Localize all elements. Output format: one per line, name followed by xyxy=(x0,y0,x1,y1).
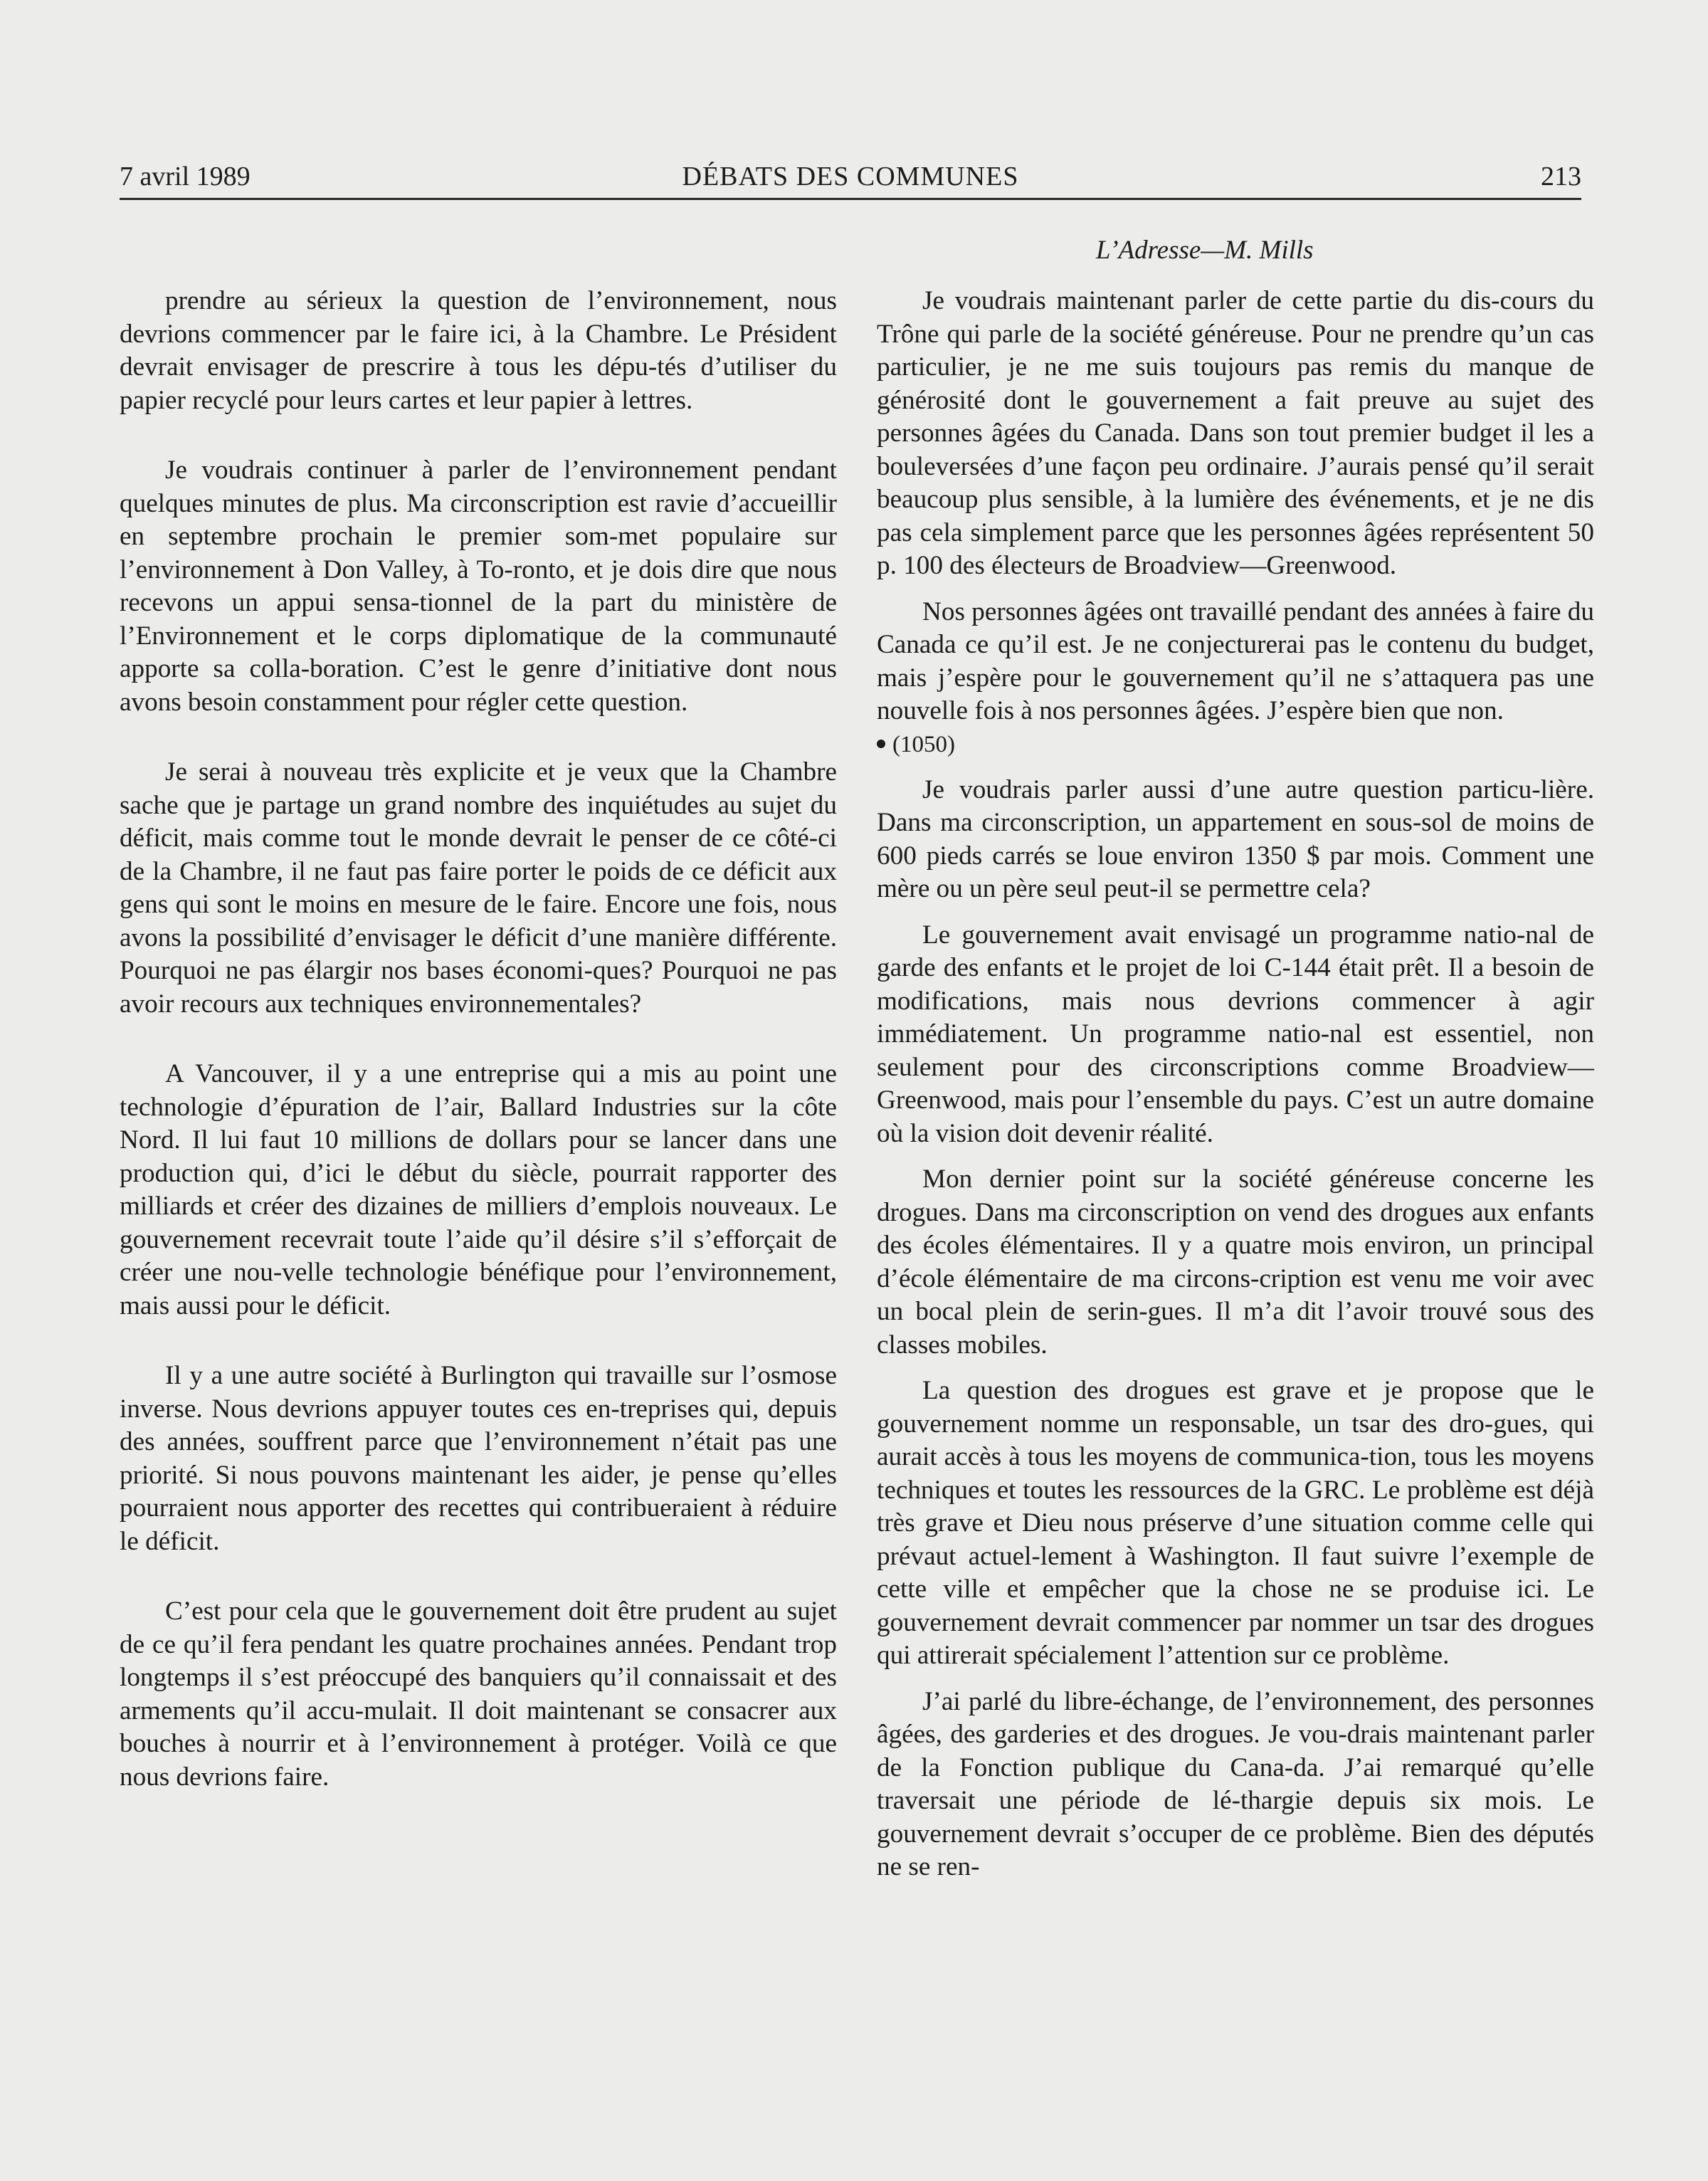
page-header xyxy=(120,158,1581,200)
bullet-icon xyxy=(877,740,885,748)
paragraph: Il y a une autre société à Burlington qui travaille sur l’osmose inverse. Nous devrions appuyer toutes ces en-treprises qui, depuis des années, souffrent parce que l’environnement n’était pas une priorité. Si nous pouvons maintenant les aider, je pense qu’elles pourraient nous apporter des recettes qui contribueraient à réduire le déficit. xyxy=(120,1361,837,1556)
paragraph: Je serai à nouveau très explicite et je veux que la Chambre sache que je partage un grand nombre des inquiétudes au sujet du déficit, mais comme tout le monde devrait le penser de ce côté-ci de la Chambre, il ne faut pas faire porter le poids de ce déficit aux gens qui sont le moins en mesure de le faire. Encore une fois, nous avons la possibilité d’envisager le déficit d’une manière différente. Pourquoi ne pas élargir nos bases économi-ques? Pourquoi ne pas avoir recours aux techniques environnementales? xyxy=(120,757,837,1019)
paragraph: Nos personnes âgées ont travaillé pendant des années à faire du Canada ce qu’il est. Je ne conjecturerai pas le contenu du budget, mais j’espère pour le gouvernement qu’il ne s’attaquera pas une nouvelle fois à nos personnes âgées. J’espère bien que non. xyxy=(877,597,1594,725)
paragraph: Je voudrais parler aussi d’une autre question particu-lière. Dans ma circonscription, un appartement en sous-sol de moins de 600 pieds carrés se loue environ 1350 $ par mois. Comment une mère ou un père seul peut-il se permettre cela? xyxy=(877,774,1594,903)
right-column xyxy=(877,285,1594,1884)
page-number: 213 xyxy=(1541,162,1581,191)
paragraph: A Vancouver, il y a une entreprise qui a mis au point une technologie d’épuration de l’air, Ballard Industries sur la côte Nord. Il lui faut 10 millions de dollars pour se lancer dans une production qui, d’ici le début du siècle, pourrait rapporter des milliards et créer des dizaines de milliers d’emplois nouveaux. Le gouvernement recevrait toute l’aide qu’il désire s’il s’efforçait de créer une nou-velle technologie bénéfique pour l’environnement, mais aussi pour le déficit. xyxy=(120,1059,837,1320)
paragraph: J’ai parlé du libre-échange, de l’environnement, des personnes âgées, des garderies et des drogues. Je vou-drais maintenant parler de la Fonction publique du Cana-da. J’ai remarqué qu’elle traversait une période de lé-thargie depuis six mois. Le gouvernement devrait s’occuper de ce problème. Bien des députés ne se ren- xyxy=(877,1686,1594,1881)
paragraph: Je voudrais continuer à parler de l’environnement pendant quelques minutes de plus. Ma circonscription est ravie d’accueillir en septembre prochain le premier som-met populaire sur l’environnement à Don Valley, à To-ronto, et je dois dire que nous recevons un appui sensa-tionnel de la part du ministère de l’Environnement et le corps diplomatique de la communauté apporte sa colla-boration. C’est le genre d’initiative dont nous avons besoin constamment pour régler cette question. xyxy=(120,456,837,717)
paragraph: La question des drogues est grave et je propose que le gouvernement nomme un responsable, un tsar des dro-gues, qui aurait accès à tous les moyens de communica-tion, tous les moyens techniques et toutes les ressources de la GRC. Le problème est déjà très grave et Dieu nous préserve d’une situation comme celle qui prévaut actuel-lement à Washington. Il faut suivre l’exemple de cette ville et empêcher que la chose ne se produise ici. Le gouvernement devrait commencer par nommer un tsar des drogues qui attirerait spécialement l’attention sur ce problème. xyxy=(877,1376,1594,1670)
paragraph: prendre au sérieux la question de l’environnement, nous devrions commencer par le faire ici, à la Chambre. Le Président devrait envisager de prescrire à tous les dépu-tés d’utiliser du papier recyclé pour leurs cartes et leur papier à lettres. xyxy=(120,286,837,415)
paragraph: Mon dernier point sur la société généreuse concerne les drogues. Dans ma circonscription on vend des drogues aux enfants des écoles élémentaires. Il y a quatre mois environ, un principal d’école élémentaire de ma circons-cription est venu me voir avec un bocal plein de serin-gues. Il m’a dit l’avoir trouvé sous des classes mobiles. xyxy=(877,1165,1594,1360)
paragraph: Le gouvernement avait envisagé un programme natio-nal de garde des enfants et le projet de loi C-144 était prêt. Il a besoin de modifications, mais nous devrions commencer à agir immédiatement. Un programme natio-nal est essentiel, non seulement pour des circonscriptions comme Broadview—Greenwood, mais pour l’ensemble du pays. C’est un autre domaine où la vision doit devenir réalité. xyxy=(877,920,1594,1148)
header-title: DÉBATS DES COMMUNES xyxy=(682,162,1019,191)
running-head: L’Adresse—M. Mills xyxy=(1096,236,1314,265)
time-marker xyxy=(877,728,1594,761)
header-date: 7 avril 1989 xyxy=(120,162,251,191)
left-column xyxy=(120,285,837,1794)
paragraph: C’est pour cela que le gouvernement doit être prudent au sujet de ce qu’il fera pendant les quatre prochaines années. Pendant trop longtemps il s’est préoccupé des banquiers qu’il connaissait et des armements qu’il accu-mulait. Il doit maintenant se consacrer aux bouches à nourrir et à l’environnement à protéger. Voilà ce que nous devrions faire. xyxy=(120,1597,837,1792)
paragraph: Je voudrais maintenant parler de cette partie du dis-cours du Trône qui parle de la société généreuse. Pour ne prendre qu’un cas particulier, je ne me suis toujours pas remis du manque de générosité dont le gouvernement a fait preuve au sujet des personnes âgées du Canada. Dans son tout premier budget il les a bouleversées d’une façon peu ordinaire. J’aurais pensé qu’il serait beaucoup plus sensible, à la lumière des événements, et je ne dis pas cela simplement parce que les personnes âgées représentent 50 p. 100 des électeurs de Broadview—Greenwood. xyxy=(877,286,1594,580)
time-marker-text: (1050) xyxy=(892,731,955,757)
